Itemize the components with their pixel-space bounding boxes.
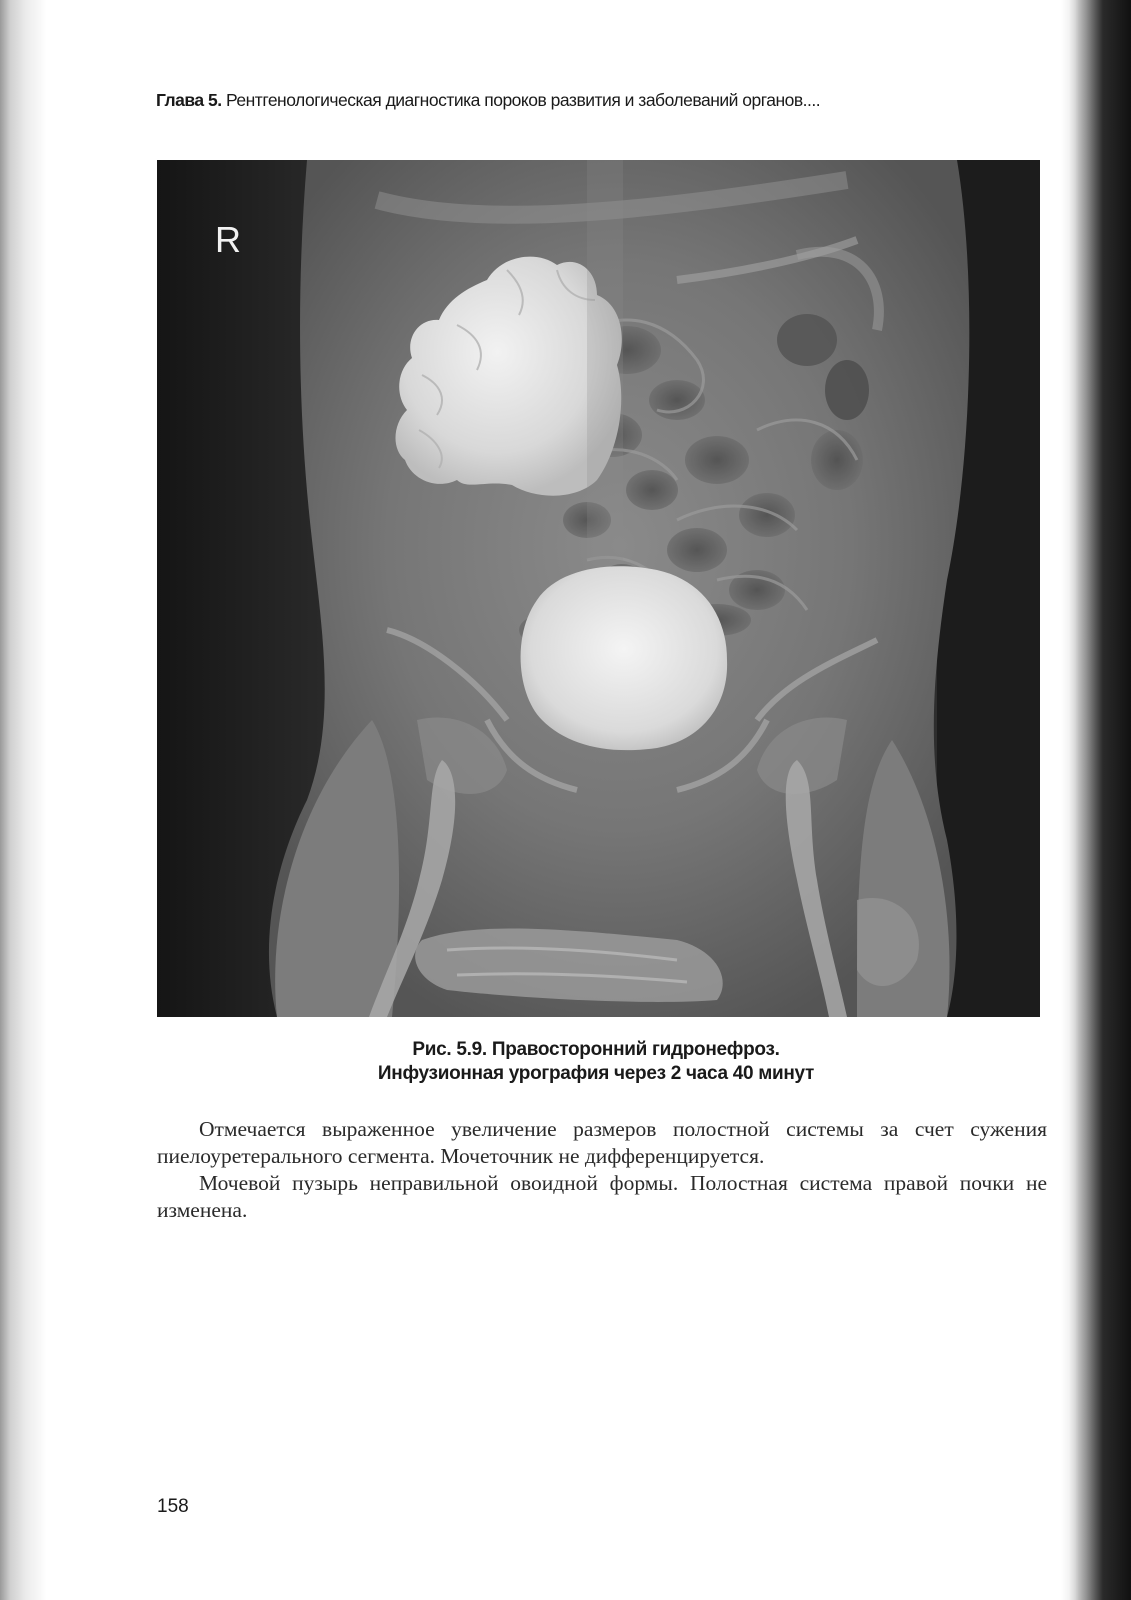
chapter-title: Рентгенологическая диагностика пороков развития и заболеваний органов.... <box>226 90 821 110</box>
xray-image <box>157 160 1040 1017</box>
scan-edge-left <box>0 0 46 1600</box>
orientation-marker: R <box>215 219 241 260</box>
body-text <box>157 1116 1047 1224</box>
paragraph: Мочевой пузырь неправильной овоидной формы. Полостная система правой почки не изменена. <box>157 1171 1047 1222</box>
caption-line-2: Инфузионная урография через 2 часа 40 минут <box>377 1063 815 1084</box>
page-number: 158 <box>157 1496 189 1517</box>
caption-line-1: Рис. 5.9. Правосторонний гидронефроз. <box>412 1039 780 1060</box>
running-header <box>156 90 1016 111</box>
paragraph: Отмечается выраженное увеличение размеров полостной системы за счет сужения пиелоуретерального сегмента. Мочеточник не дифференцируется. <box>157 1117 1047 1168</box>
figure-caption <box>156 1038 1036 1086</box>
scan-edge-right <box>1061 0 1131 1600</box>
xray-figure <box>157 160 1040 1017</box>
chapter-label: Глава 5. <box>156 90 222 110</box>
